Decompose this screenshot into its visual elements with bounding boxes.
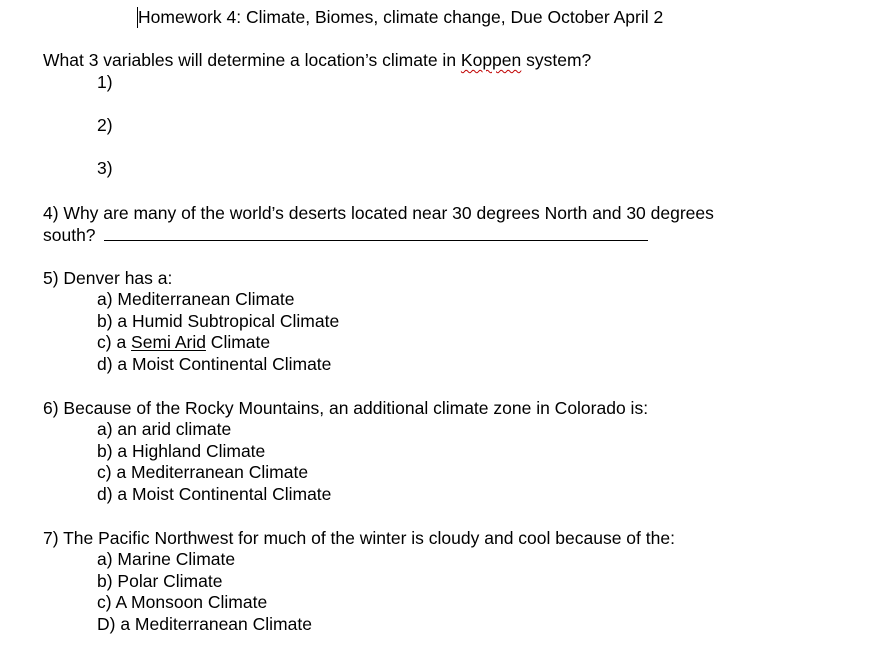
spellcheck-flagged-word[interactable]: Koppen [460, 50, 522, 70]
answer-blank-line[interactable] [104, 226, 648, 241]
question-6-option-a: a) an arid climate [97, 419, 232, 439]
question-7: 7) The Pacific Northwest for much of the winter is cloudy and cool because of the: [43, 528, 675, 548]
answer-number-3: 3) [97, 158, 113, 178]
semi-arid-link[interactable]: Semi Arid [131, 332, 206, 352]
answer-number-1: 1) [97, 72, 113, 92]
question-4-line-2-text: south? [43, 225, 96, 245]
question-5-option-a: a) Mediterranean Climate [97, 289, 295, 309]
question-koppen-text-before: What 3 variables will determine a location’s climate in [43, 50, 461, 70]
question-5-option-b: b) a Humid Subtropical Climate [97, 311, 340, 331]
question-6-option-d: d) a Moist Continental Climate [97, 484, 332, 504]
question-7-option-c: c) A Monsoon Climate [97, 592, 268, 612]
question-5: 5) Denver has a: [43, 268, 173, 288]
question-4-line-1: 4) Why are many of the world’s deserts located near 30 degrees North and 30 degrees [43, 203, 714, 223]
question-6-option-b: b) a Highland Climate [97, 441, 266, 461]
answer-number-2: 2) [97, 115, 113, 135]
question-koppen [43, 49, 591, 71]
question-4-line-2 [43, 224, 648, 246]
question-7-option-d: D) a Mediterranean Climate [97, 614, 312, 634]
question-5-option-c [97, 331, 270, 353]
question-7-option-b: b) Polar Climate [97, 571, 223, 591]
question-7-option-a: a) Marine Climate [97, 549, 236, 569]
question-5-option-c-after: Climate [205, 332, 271, 352]
question-5-option-d: d) a Moist Continental Climate [97, 354, 332, 374]
document-title: Homework 4: Climate, Biomes, climate change, Due October April 2 [138, 7, 664, 27]
question-6: 6) Because of the Rocky Mountains, an additional climate zone in Colorado is: [43, 398, 649, 418]
question-koppen-text-after: system? [521, 50, 592, 70]
question-6-option-c: c) a Mediterranean Climate [97, 462, 309, 482]
question-5-option-c-before: c) a [97, 332, 132, 352]
